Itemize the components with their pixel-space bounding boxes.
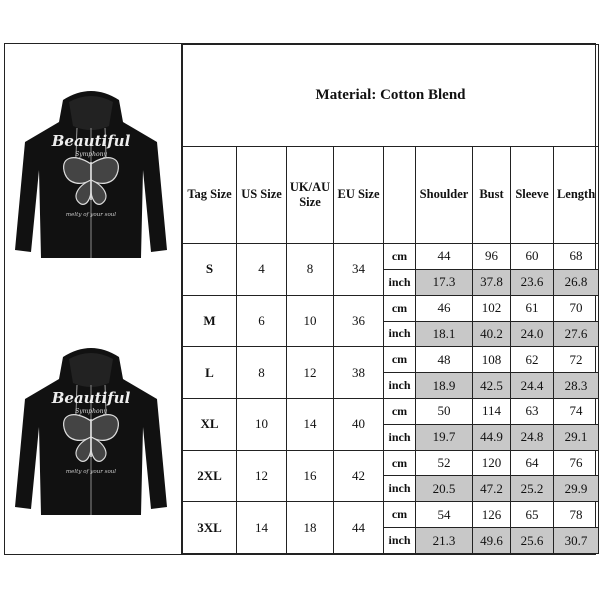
us-size-cell: 12 <box>237 450 287 502</box>
cm-value-cell: 126 <box>473 502 511 528</box>
table-row <box>183 502 599 528</box>
cm-value-cell: 62 <box>511 347 554 373</box>
us-size-cell: 8 <box>237 347 287 399</box>
inch-value-cell: 30.7 <box>554 528 599 554</box>
inch-value-cell: 17.3 <box>416 269 473 295</box>
hoodie-photo-top <box>11 82 171 272</box>
header-sleeve: Sleeve <box>511 146 554 243</box>
header-eu-size: EU Size <box>334 146 384 243</box>
size-chart-frame <box>4 43 596 555</box>
us-size-cell: 10 <box>237 399 287 451</box>
tag-size-cell: M <box>183 295 237 347</box>
svg-text:melty of your soul: melty of your soul <box>65 469 117 475</box>
uk-size-cell: 8 <box>287 244 334 296</box>
inch-value-cell: 40.2 <box>473 321 511 347</box>
inch-value-cell: 24.8 <box>511 424 554 450</box>
cm-value-cell: 72 <box>554 347 599 373</box>
cm-value-cell: 96 <box>473 244 511 270</box>
inch-value-cell: 27.6 <box>554 321 599 347</box>
cm-value-cell: 74 <box>554 399 599 425</box>
inch-value-cell: 42.5 <box>473 373 511 399</box>
header-uk-au-size: UK/AU Size <box>287 146 334 243</box>
unit-cm-label: cm <box>384 295 416 321</box>
inch-value-cell: 25.6 <box>511 528 554 554</box>
cm-value-cell: 44 <box>416 244 473 270</box>
svg-text:Beautiful: Beautiful <box>51 132 131 150</box>
product-photos <box>5 44 182 554</box>
cm-value-cell: 108 <box>473 347 511 373</box>
uk-size-cell: 12 <box>287 347 334 399</box>
cm-value-cell: 120 <box>473 450 511 476</box>
uk-size-cell: 14 <box>287 399 334 451</box>
uk-size-cell: 16 <box>287 450 334 502</box>
eu-size-cell: 44 <box>334 502 384 554</box>
header-us-size: US Size <box>237 146 287 243</box>
table-row <box>183 244 599 270</box>
inch-value-cell: 49.6 <box>473 528 511 554</box>
header-length: Length <box>554 146 599 243</box>
inch-value-cell: 26.8 <box>554 269 599 295</box>
tag-size-cell: L <box>183 347 237 399</box>
hoodie-image <box>11 82 171 272</box>
header-bust: Bust <box>473 146 511 243</box>
size-table <box>182 44 599 554</box>
inch-value-cell: 21.3 <box>416 528 473 554</box>
cm-value-cell: 68 <box>554 244 599 270</box>
table-row <box>183 399 599 425</box>
unit-cm-label: cm <box>384 450 416 476</box>
cm-value-cell: 102 <box>473 295 511 321</box>
svg-text:Beautiful: Beautiful <box>51 389 131 407</box>
inch-value-cell: 29.1 <box>554 424 599 450</box>
eu-size-cell: 38 <box>334 347 384 399</box>
unit-cm-label: cm <box>384 502 416 528</box>
inch-value-cell: 29.9 <box>554 476 599 502</box>
inch-value-cell: 25.2 <box>511 476 554 502</box>
eu-size-cell: 34 <box>334 244 384 296</box>
table-row <box>183 450 599 476</box>
inch-value-cell: 23.6 <box>511 269 554 295</box>
tag-size-cell: 2XL <box>183 450 237 502</box>
unit-cm-label: cm <box>384 244 416 270</box>
header-row <box>183 146 599 243</box>
unit-inch-label: inch <box>384 476 416 502</box>
eu-size-cell: 36 <box>334 295 384 347</box>
table-row <box>183 347 599 373</box>
cm-value-cell: 70 <box>554 295 599 321</box>
eu-size-cell: 42 <box>334 450 384 502</box>
cm-value-cell: 46 <box>416 295 473 321</box>
tag-size-cell: XL <box>183 399 237 451</box>
inch-value-cell: 37.8 <box>473 269 511 295</box>
unit-inch-label: inch <box>384 424 416 450</box>
size-table-wrap <box>182 44 595 554</box>
inch-value-cell: 18.1 <box>416 321 473 347</box>
hoodie-photo-bottom <box>11 339 171 529</box>
cm-value-cell: 61 <box>511 295 554 321</box>
cm-value-cell: 63 <box>511 399 554 425</box>
cm-value-cell: 65 <box>511 502 554 528</box>
cm-value-cell: 60 <box>511 244 554 270</box>
unit-inch-label: inch <box>384 528 416 554</box>
unit-inch-label: inch <box>384 321 416 347</box>
tag-size-cell: 3XL <box>183 502 237 554</box>
cm-value-cell: 64 <box>511 450 554 476</box>
us-size-cell: 14 <box>237 502 287 554</box>
header-tag-size: Tag Size <box>183 146 237 243</box>
uk-size-cell: 18 <box>287 502 334 554</box>
svg-text:melty of your soul: melty of your soul <box>65 212 117 218</box>
svg-text:Symphony: Symphony <box>75 151 107 158</box>
inch-value-cell: 47.2 <box>473 476 511 502</box>
table-row <box>183 295 599 321</box>
cm-value-cell: 76 <box>554 450 599 476</box>
inch-value-cell: 20.5 <box>416 476 473 502</box>
inch-value-cell: 28.3 <box>554 373 599 399</box>
size-rows <box>183 244 599 554</box>
unit-cm-label: cm <box>384 347 416 373</box>
eu-size-cell: 40 <box>334 399 384 451</box>
unit-cm-label: cm <box>384 399 416 425</box>
inch-value-cell: 24.4 <box>511 373 554 399</box>
hoodie-image <box>11 339 171 529</box>
inch-value-cell: 44.9 <box>473 424 511 450</box>
cm-value-cell: 114 <box>473 399 511 425</box>
cm-value-cell: 54 <box>416 502 473 528</box>
svg-text:Symphony: Symphony <box>75 408 107 415</box>
material-title: Material: Cotton Blend <box>183 45 599 147</box>
cm-value-cell: 50 <box>416 399 473 425</box>
cm-value-cell: 52 <box>416 450 473 476</box>
header-unit <box>384 146 416 243</box>
us-size-cell: 6 <box>237 295 287 347</box>
inch-value-cell: 18.9 <box>416 373 473 399</box>
cm-value-cell: 48 <box>416 347 473 373</box>
inch-value-cell: 24.0 <box>511 321 554 347</box>
inch-value-cell: 19.7 <box>416 424 473 450</box>
uk-size-cell: 10 <box>287 295 334 347</box>
us-size-cell: 4 <box>237 244 287 296</box>
unit-inch-label: inch <box>384 373 416 399</box>
cm-value-cell: 78 <box>554 502 599 528</box>
tag-size-cell: S <box>183 244 237 296</box>
header-shoulder: Shoulder <box>416 146 473 243</box>
unit-inch-label: inch <box>384 269 416 295</box>
